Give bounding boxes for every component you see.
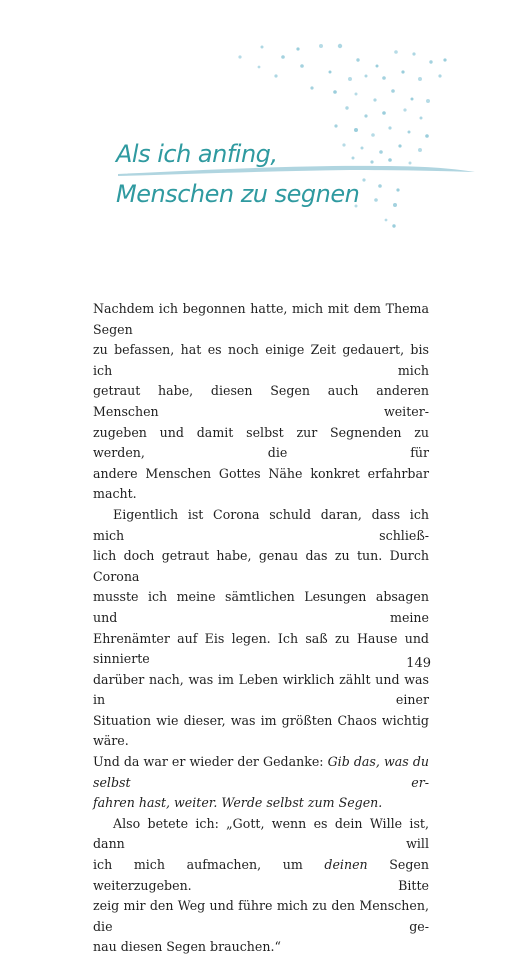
decor-dot [382,111,386,115]
decor-dot [329,71,332,74]
decor-dot [333,90,337,94]
text-line: Nachdem ich begonnen hatte, mich mit dem Thema Segen [93,301,429,337]
emphasized-text: fahren hast, weiter. Werde selbst zum Segen. [93,795,383,811]
decor-dot [426,99,430,103]
decor-dot [388,126,391,129]
emphasized-text: deinen [324,857,368,873]
decor-dot [438,74,441,77]
decor-dot [319,44,323,48]
paragraph-3 [93,814,429,958]
text-line [93,752,429,793]
decor-dot [258,66,261,69]
decor-dot [365,75,368,78]
text-line: nau diesen Segen brauchen.“ [93,939,281,955]
decor-dot [334,124,337,127]
decor-dot [401,70,404,73]
decor-dot [394,50,398,54]
decor-dot [392,224,395,227]
text-line: zugeben und damit selbst zur Segnenden zu werden, die für [93,424,429,461]
decor-dot [443,58,446,61]
text-span: Segen weiterzugeben. Bitte [93,857,429,893]
text-line: zeig mir den Weg und führe mich zu den Menschen, die ge- [93,898,429,934]
decor-dot [296,47,299,50]
decor-dot [274,74,277,77]
decor-dot [300,64,304,68]
text-line: zu befassen, hat es noch einige Zeit gedauert, bis ich mich [93,342,429,378]
body-text [93,299,429,958]
decor-dot [261,46,264,49]
chapter-title-line-2: Menschen zu segnen [116,180,360,208]
decor-dot [411,98,414,101]
decor-dot [429,60,432,63]
text-line: Ehrenämter auf Eis legen. Ich saß zu Hause und sinnierte [93,630,429,667]
page-number: 149 [406,656,431,671]
chapter-title [116,134,496,214]
decor-dot [310,86,313,89]
text-line: andere Menschen Gottes Nähe konkret erfahrbar macht. [93,465,429,502]
text-line: getraut habe, diesen Segen auch anderen Menschen weiter- [93,383,429,419]
decor-dot [364,114,367,117]
text-line [93,793,429,814]
decor-dot [391,89,395,93]
text-line: darüber nach, was im Leben wirklich zählt und was in einer [93,671,429,708]
text-line: Eigentlich ist Corona schuld daran, dass ich mich schließ- [93,506,429,543]
text-line: Also betete ich: „Gott, wenn es dein Wille ist, dann will [93,815,429,852]
decor-dot [382,76,386,80]
decor-dot [412,52,415,55]
decor-dot [281,55,285,59]
decor-dot [418,77,422,81]
text-span: ich mich aufmachen, um [93,857,325,873]
decor-dot [385,219,388,222]
decor-dot [373,98,376,101]
decor-dot [338,44,342,48]
decor-dot [345,106,348,109]
decor-dot [403,108,406,111]
paragraph-1 [93,299,429,505]
text-line: musste ich meine sämtlichen Lesungen absagen und meine [93,589,429,625]
decor-dot [355,93,358,96]
text-line: lich doch getraut habe, genau das zu tun. Durch Corona [93,548,429,584]
decor-dot [348,77,352,81]
chapter-title-line-1: Als ich anfing, [116,140,278,168]
decor-dot [354,128,358,132]
decor-dot [356,58,359,61]
emphasized-text: Gib das, was du selbst er- [93,754,430,790]
decor-dot [420,117,423,120]
decor-dot [376,65,379,68]
text-span: Und da war er wieder der Gedanke: [93,754,328,770]
text-line: Situation wie dieser, was im größten Chaos wichtig wäre. [93,712,429,749]
decor-dot [238,55,241,58]
text-line [93,855,429,896]
paragraph-2 [93,505,429,814]
